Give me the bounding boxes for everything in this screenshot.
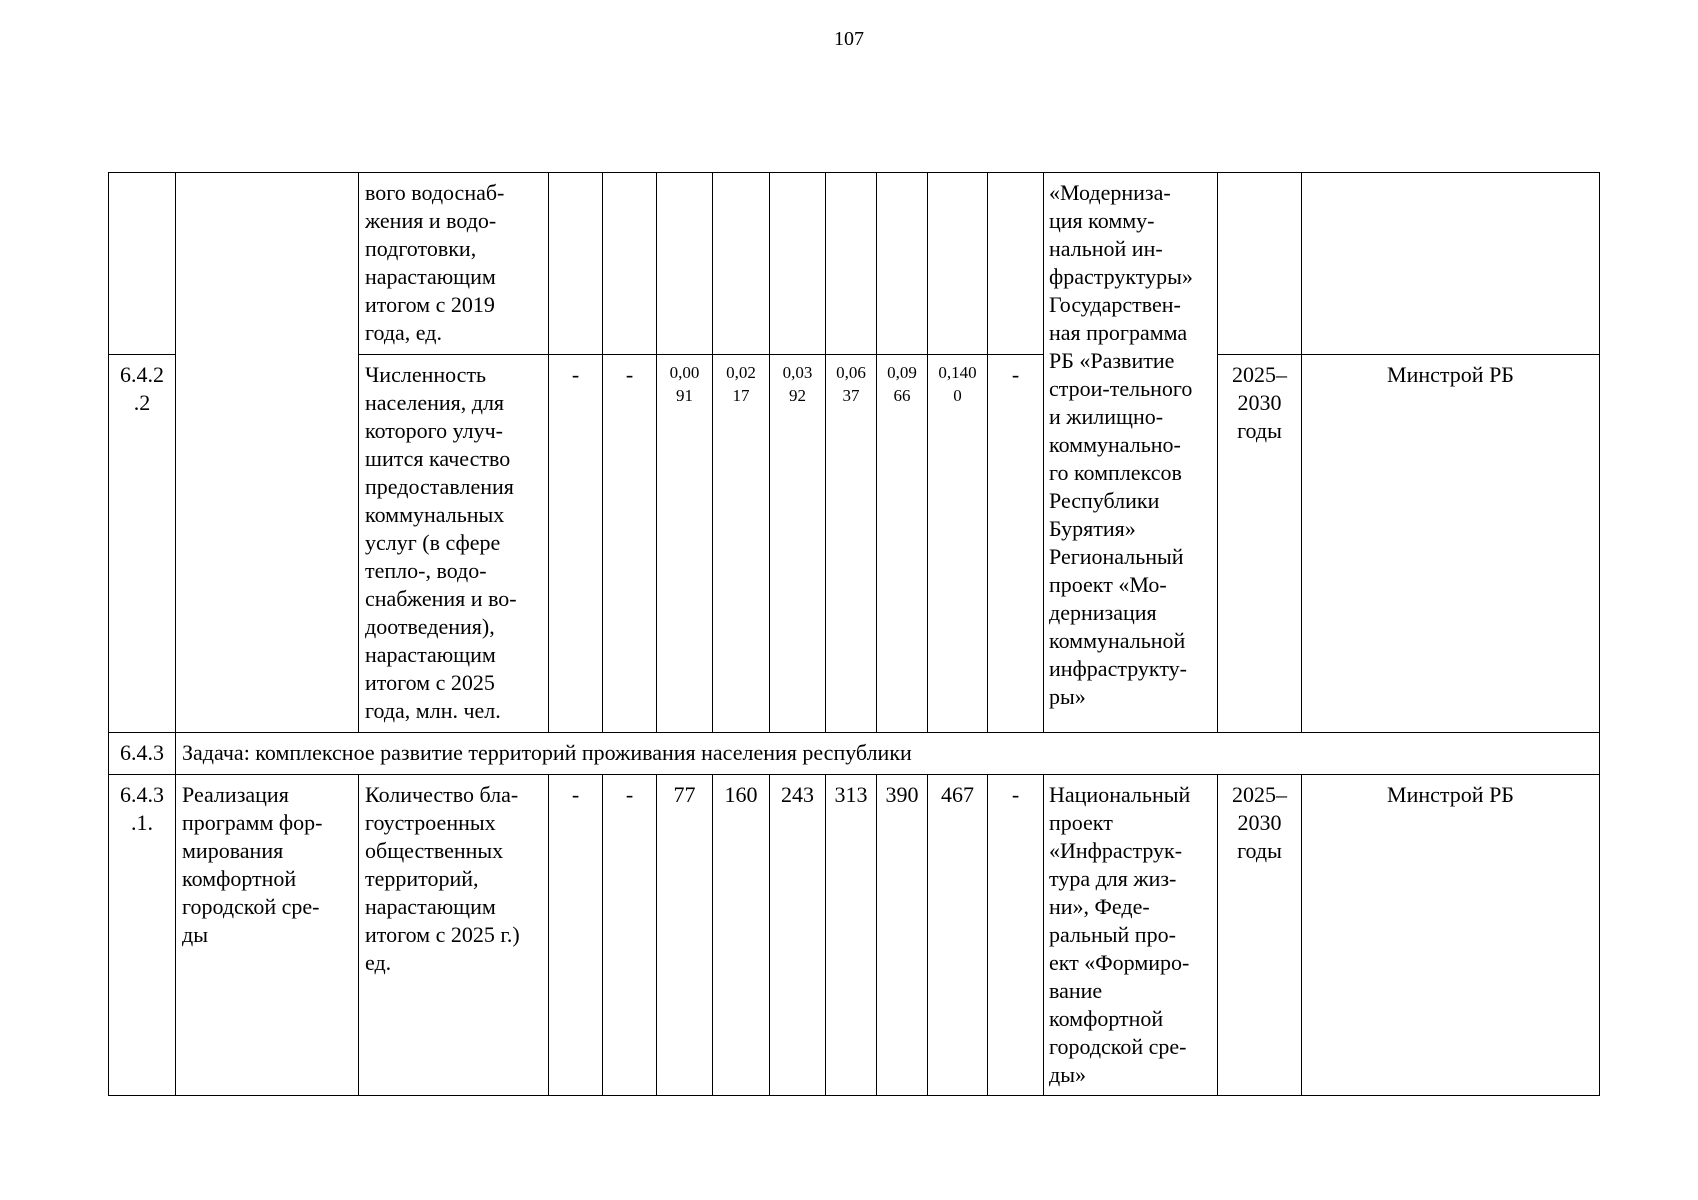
cell-value: - [549,355,603,733]
cell-indicator: вого водоснаб- жения и водо- подготовки, нарастающим итогом с 2019 года, ед. [359,173,549,355]
cell-indicator: Количество бла- гоустроенных общественных территорий, нарастающим итогом с 2025 г.) ед. [359,775,549,1096]
cell-value: 313 [826,775,877,1096]
cell-value [770,173,826,355]
cell-value: - [988,355,1044,733]
table-row-task-6-4-3 [109,733,1600,775]
cell-code: 6.4.2 .2 [109,355,176,733]
cell-value: 77 [657,775,713,1096]
page-number: 107 [834,28,864,50]
cell-responsible: Минстрой РБ [1302,355,1600,733]
cell-measure: Реализация программ фор- мирования комфортной городской сре- ды [176,775,359,1096]
cell-code: 6.4.3 [109,733,176,775]
cell-value [877,173,928,355]
cell-value [928,173,988,355]
cell-value: - [603,355,657,733]
cell-value: 0,03 92 [770,355,826,733]
cell-value [713,173,770,355]
cell-program: Национальный проект «Инфраструк- тура для жиз- ни», Феде- ральный про- ект «Формиро- вание комфортной городской сре- ды» [1044,775,1218,1096]
cell-value [826,173,877,355]
cell-value: - [988,775,1044,1096]
cell-value: 467 [928,775,988,1096]
cell-value: 0,02 17 [713,355,770,733]
cell-responsible: Минстрой РБ [1302,775,1600,1096]
cell-value: 160 [713,775,770,1096]
cell-value: 0,140 0 [928,355,988,733]
cell-years: 2025– 2030 годы [1218,775,1302,1096]
cell-years [1218,173,1302,355]
cell-value [603,173,657,355]
cell-value: 390 [877,775,928,1096]
cell-value: 0,00 91 [657,355,713,733]
cell-value: 0,06 37 [826,355,877,733]
cell-responsible [1302,173,1600,355]
cell-value [549,173,603,355]
table-row-6-4-3-1 [109,775,1600,1096]
cell-program: «Модерниза- ция комму- нальной ин- фраструктуры» Государствен- ная программа РБ «Развитие строи-тельного и жилищно- коммунально- го комплексов Республики Бурятия» Региональный проект «Мо- дернизация коммунальной инфраструкту- ры» [1044,173,1218,733]
cell-code: 6.4.3 .1. [109,775,176,1096]
program-indicators-table [108,172,1600,1096]
cell-measure [176,173,359,733]
cell-indicator: Численность населения, для которого улуч- шится качество предоставления коммунальных услуг (в сфере тепло-, водо- снабжения и во- доотведения), нарастающим итогом с 2025 года, млн. чел. [359,355,549,733]
table-row-continued [109,173,1600,355]
cell-years: 2025– 2030 годы [1218,355,1302,733]
cell-code [109,173,176,355]
cell-value: - [603,775,657,1096]
cell-value: - [549,775,603,1096]
cell-task: Задача: комплексное развитие территорий проживания населения республики [176,733,1600,775]
cell-value: 0,09 66 [877,355,928,733]
cell-value [988,173,1044,355]
cell-value: 243 [770,775,826,1096]
cell-value [657,173,713,355]
